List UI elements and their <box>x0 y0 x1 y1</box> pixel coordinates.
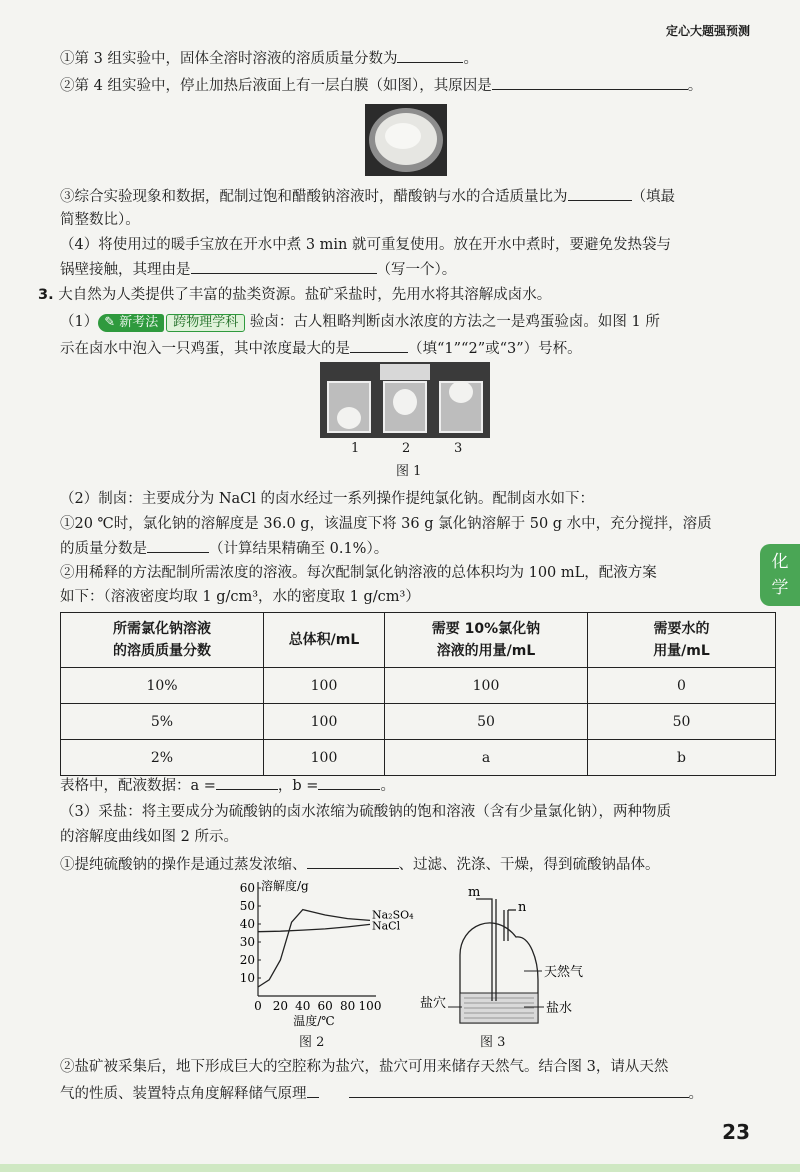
table-cell: 0 <box>588 668 776 704</box>
series-label: Na₂SO₄ <box>372 908 414 922</box>
x-tick-label: 40 <box>295 999 311 1013</box>
line-q2-2 <box>60 75 702 96</box>
q3-p3-2a: ②盐矿被采集后，地下形成巨大的空腔称为盐穴，盐穴可用来储存天然气。结合图 3，请从天然 <box>60 1059 669 1075</box>
answer-blank[interactable] <box>568 186 632 201</box>
fig2-caption: 图 2 <box>299 1035 325 1050</box>
text: ③综合实验现象和数据，配制过饱和醋酸钠溶液时，醋酸钠与水的合适质量比为 <box>60 189 568 205</box>
cross-subject-tag: 跨物理学科 <box>166 314 245 332</box>
answer-blank-b[interactable] <box>318 775 380 790</box>
answer-blank[interactable] <box>492 75 688 90</box>
question-number: 3. <box>38 287 54 303</box>
series-line-nacl <box>258 924 370 931</box>
text: 所需氯化钠溶液 的溶质质量分数 <box>113 621 211 659</box>
text: ，b = <box>277 778 319 794</box>
q3-p3a: （3）采盐：将主要成分为硫酸钠的卤水浓缩为硫酸钠的饱和溶液（含有少量氯化钠），两种物质 <box>60 804 671 820</box>
table-cell: 2% <box>61 740 264 776</box>
q3-p1-a <box>60 312 660 332</box>
line-q2-1 <box>60 48 478 69</box>
text: 。 <box>688 1086 703 1102</box>
text: （写一个）。 <box>376 262 457 278</box>
dish-photo <box>365 104 447 176</box>
text: 。 <box>463 51 478 67</box>
table-row <box>61 668 776 704</box>
q3-p2-2a: ②用稀释的方法配制所需浓度的溶液。每次配制氯化钠溶液的总体积均为 100 mL，配液方案 <box>60 565 657 581</box>
page-number: 23 <box>722 1120 750 1144</box>
q3-stem <box>38 285 551 305</box>
line-q2-3 <box>60 186 675 207</box>
subject-tab <box>760 544 800 606</box>
running-header: 定心大题强预测 <box>665 24 750 38</box>
text: ①第 3 组实验中，固体全溶时溶液的溶质质量分数为 <box>60 51 398 67</box>
q3-p3b: 的溶解度曲线如图 2 所示。 <box>60 829 238 845</box>
table-cell: b <box>588 740 776 776</box>
x-tick-label: 80 <box>339 999 356 1013</box>
table-cell: 10% <box>61 668 264 704</box>
series-label: NaCl <box>372 919 401 933</box>
answer-blank[interactable] <box>191 259 377 274</box>
text: ①提纯硫酸钠的操作是通过蒸发浓缩、 <box>60 857 307 873</box>
text: 大自然为人类提供了丰富的盐类资源。盐矿采盐时，先用水将其溶解成卤水。 <box>58 287 552 303</box>
subject-char: 化 <box>771 552 789 572</box>
text: 验卤：古人粗略判断卤水浓度的方法之一是鸡蛋验卤。如图 1 所 <box>249 314 660 330</box>
table-header-cell <box>385 613 588 668</box>
text: 。 <box>380 778 395 794</box>
text: 气的性质、装置特点角度解释储气原理 <box>60 1086 307 1102</box>
after-table <box>60 775 395 796</box>
text: （1） <box>60 314 99 330</box>
y-tick-label: 10 <box>239 971 255 985</box>
text: 的质量分数是 <box>60 541 147 557</box>
x-tick-label: 60 <box>317 999 333 1013</box>
table-row <box>61 740 776 776</box>
table-header-cell <box>264 613 385 668</box>
label-m: m <box>468 885 481 900</box>
q3-p2-1a: ①20 ℃时，氯化钠的溶解度是 36.0 g，该温度下将 36 g 氯化钠溶解于 50 g 水中，充分搅拌，溶质 <box>60 516 712 532</box>
text: 示在卤水中泡入一只鸡蛋，其中浓度最大的是 <box>60 341 350 357</box>
table-cell: 100 <box>264 740 385 776</box>
q3-p3-1 <box>60 854 660 875</box>
table-cell: 100 <box>385 668 588 704</box>
text: （填“1”“2”或“3”）号杯。 <box>408 341 582 357</box>
q3-p3-2b <box>60 1083 703 1104</box>
footer-rule <box>0 1164 800 1172</box>
table-cell: a <box>385 740 588 776</box>
y-tick-label: 60 <box>239 881 255 895</box>
text: 。 <box>687 78 703 94</box>
answer-blank[interactable] <box>349 1083 689 1098</box>
text: 锅壁接触，其理由是 <box>60 262 191 278</box>
fig3-caption: 图 3 <box>480 1035 506 1050</box>
text: 总体积/mL <box>288 632 360 648</box>
fig1-caption: 图 1 <box>396 464 422 479</box>
table-cell: 100 <box>264 704 385 740</box>
label-cave: 盐穴 <box>420 996 447 1011</box>
table-header-row <box>61 613 776 668</box>
line-q2-5: （4）将使用过的暖手宝放在开水中煮 3 min 就可重复使用。放在开水中煮时，要避免发热袋与 <box>60 237 672 253</box>
table-row <box>61 704 776 740</box>
cup-label-3: 3 <box>454 441 463 456</box>
text: 需要水的 用量/mL <box>653 621 710 659</box>
y-tick-label: 30 <box>239 935 255 949</box>
table-cell: 5% <box>61 704 264 740</box>
table-header-cell <box>61 613 264 668</box>
table-header-cell <box>588 613 776 668</box>
answer-blank[interactable] <box>397 48 463 63</box>
y-tick-label: 50 <box>239 899 255 913</box>
text: ②第 4 组实验中，停止加热后液面上有一层白膜（如图），其原因是 <box>60 78 492 94</box>
label-n: n <box>518 900 527 915</box>
label-gas: 天然气 <box>544 965 584 980</box>
cup-label-2: 2 <box>402 441 411 456</box>
dilution-table <box>60 612 776 776</box>
text: （填最 <box>631 189 675 205</box>
series-line-na2so4 <box>258 910 370 987</box>
y-tick-label: 40 <box>239 917 255 931</box>
answer-blank[interactable] <box>350 338 408 353</box>
y-tick-label: 20 <box>239 953 255 967</box>
answer-blank[interactable] <box>307 854 399 869</box>
table-cell: 50 <box>385 704 588 740</box>
subject-char: 学 <box>771 578 789 598</box>
new-method-tag: ✎ 新考法 <box>98 314 164 332</box>
answer-blank-a[interactable] <box>216 775 278 790</box>
table-cell: 50 <box>588 704 776 740</box>
pipe-m <box>476 899 492 1001</box>
x-tick-label: 100 <box>358 999 382 1013</box>
q3-p1-b <box>60 338 582 359</box>
y-axis-label: 溶解度/g <box>261 879 309 893</box>
text: 、过滤、洗涤、干燥，得到硫酸钠晶体。 <box>398 857 660 873</box>
tag-label: 新考法 <box>119 315 159 330</box>
text: （计算结果精确至 0.1%）。 <box>209 541 389 557</box>
q3-p2-2b: 如下：（溶液密度均取 1 g/cm³，水的密度取 1 g/cm³） <box>60 589 420 605</box>
q3-p2-1b <box>60 538 388 559</box>
solubility-chart <box>226 874 414 1028</box>
x-tick-label: 0 <box>254 999 262 1013</box>
table-cell: 100 <box>264 668 385 704</box>
text: 表格中，配液数据：a = <box>60 778 216 794</box>
label-brine: 盐水 <box>546 1001 573 1016</box>
text: 需要 10%氯化钠 溶液的用量/mL <box>431 621 541 659</box>
line-q2-4: 简整数比）。 <box>60 212 140 228</box>
salt-cave-diagram <box>420 885 590 1030</box>
answer-blank-short[interactable] <box>307 1083 319 1098</box>
pipe-n <box>504 910 508 941</box>
egg-cups-photo <box>320 362 490 438</box>
x-axis-label: 温度/℃ <box>293 1014 335 1028</box>
q3-p2: （2）制卤：主要成分为 NaCl 的卤水经过一系列操作提纯氯化钠。配制卤水如下： <box>60 491 595 507</box>
cup-label-1: 1 <box>351 441 360 456</box>
line-q2-6 <box>60 259 456 280</box>
answer-blank[interactable] <box>147 538 209 553</box>
x-tick-label: 20 <box>272 999 289 1013</box>
